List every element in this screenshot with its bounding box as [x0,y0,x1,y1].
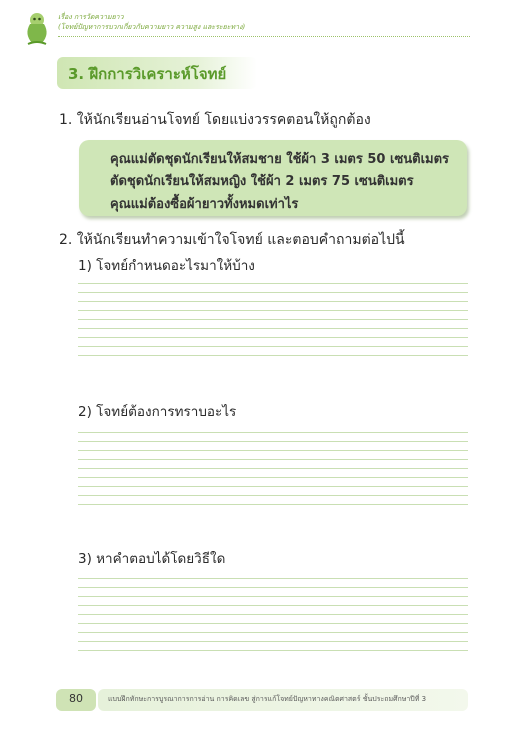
section-title: 3. ฝึกการวิเคราะห์โจทย์ [68,65,227,83]
answer-lines-1[interactable] [78,283,468,364]
sub-question-3: 3) หาคำตอบได้โดยวิธีใด [78,551,226,567]
header-divider [58,36,470,37]
answer-lines-3[interactable] [78,578,468,659]
problem-line: คุณแม่ต้องซื้อผ้ายาวทั้งหมดเท่าไร [110,197,299,212]
answer-lines-2[interactable] [78,432,468,513]
mascot-logo-icon [22,10,52,46]
problem-line: ตัดชุดนักเรียนให้สมหญิง ใช้ผ้า 2 เมตร 75 เซนติเมตร [110,174,414,189]
header-subtitle: (โจทย์ปัญหาการบวกเกี่ยวกับความยาว ความสูง และระยะทาง) [58,23,246,31]
problem-line: คุณแม่ตัดชุดนักเรียนให้สมชาย ใช้ผ้า 3 เมตร 50 เซนติเมตร [110,152,450,167]
header-title: เรื่อง การวัดความยาว [58,13,124,21]
sub-question-2: 2) โจทย์ต้องการทราบอะไร [78,404,237,420]
sub-question-1: 1) โจทย์กำหนดอะไรมาให้บ้าง [78,258,255,274]
footer-text: แบบฝึกทักษะการบูรณาการการอ่าน การคิดเลข สู่การแก้โจทย์ปัญหาทางคณิตศาสตร์ ชั้นประถมศึกษาปีที่ 3 [108,695,427,703]
question-1: 1. ให้นักเรียนอ่านโจทย์ โดยแบ่งวรรคตอนให้ถูกต้อง [59,112,371,128]
question-2: 2. ให้นักเรียนทำความเข้าใจโจทย์ และตอบคำถามต่อไปนี้ [59,232,405,248]
page-number: 80 [69,692,83,705]
